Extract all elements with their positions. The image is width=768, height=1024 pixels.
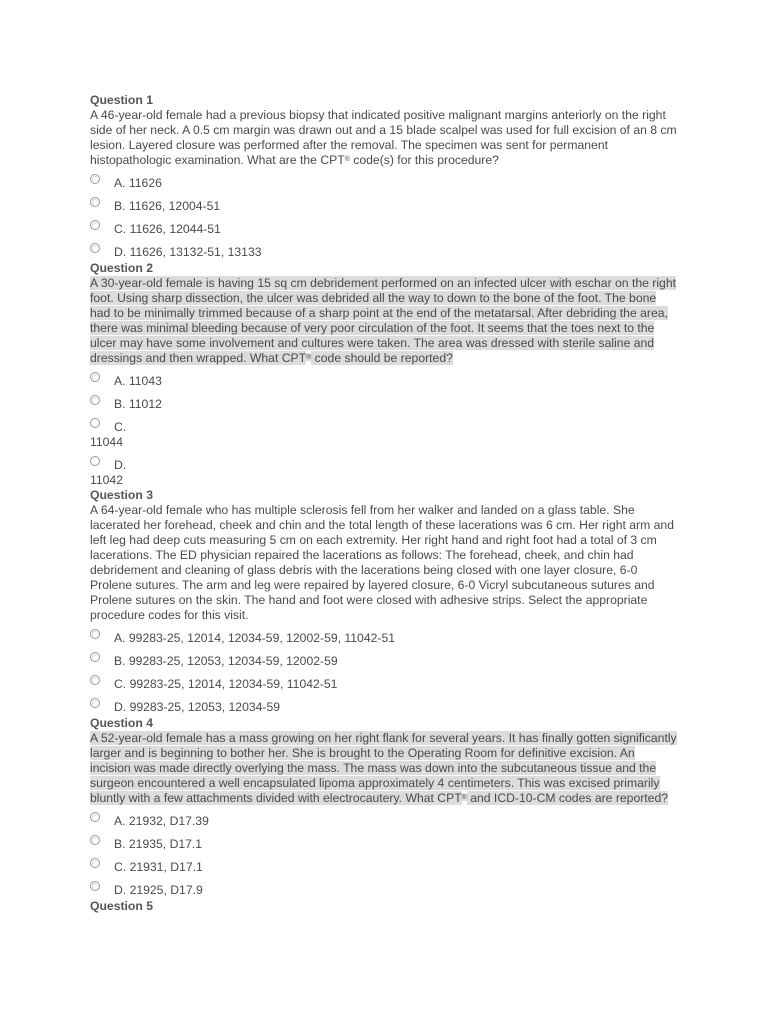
question-3	[90, 488, 678, 716]
answer-option[interactable]: B. 11626, 12004-51	[90, 195, 678, 218]
radio-button[interactable]	[90, 881, 100, 891]
question-text: A 46-year-old female had a previous biopsy that indicated positive malignant margins anteriorly on the right side of her neck. A 0.5 cm margin was drawn out and a 15 blade scalpel was used for full excision of an 8 cm lesion. Layered closure was performed after the removal. The specimen was sent for permanent histopathologic examination. What are the CPT® code(s) for this procedure?	[90, 108, 677, 167]
radio-button[interactable]	[90, 675, 100, 685]
answer-option[interactable]: A. 11043	[90, 370, 678, 393]
answer-option[interactable]: A. 11626	[90, 172, 678, 195]
radio-button[interactable]	[90, 197, 100, 207]
question-5	[90, 899, 678, 914]
radio-button[interactable]	[90, 858, 100, 868]
question-text: A 30-year-old female is having 15 sq cm debridement performed on an infected ulcer with eschar on the right foot. Using sharp dissection, the ulcer was debrided all the way to down to the bone of the foot. The bone had to be minimally trimmed because of a sharp point at the end of the metatarsal. After debriding the area, there was minimal bleeding because of very poor circulation of the foot. It seems that the toes next to the ulcer may have some involvement and cultures were taken. The area was dressed with sterile saline and dressings and then wrapped. What CPT® code should be reported?	[90, 276, 676, 365]
radio-button[interactable]	[90, 652, 100, 662]
question-2	[90, 261, 678, 488]
question-title: Question 2	[90, 261, 153, 275]
question-text: A 64-year-old female who has multiple sclerosis fell from her walker and landed on a glass table. She lacerated her forehead, cheek and chin and the total length of these lacerations was 6 cm. Her right arm and left leg had deep cuts measuring 5 cm on each extremity. Her right hand and right foot had a total of 3 cm lacerations. The ED physician repaired the lacerations as follows: The forehead, cheek, and chin had debridement and cleaning of glass debris with the lacerations being closed with one layer closure, 6-0 Prolene sutures. The arm and leg were repaired by layered closure, 6-0 Vicryl subcutaneous sutures and Prolene sutures on the skin. The hand and foot were closed with adhesive strips. Select the appropriate procedure codes for this visit.	[90, 503, 674, 622]
radio-button[interactable]	[90, 372, 100, 382]
radio-button[interactable]	[90, 835, 100, 845]
answer-option[interactable]: C. 99283-25, 12014, 12034-59, 11042-51	[90, 673, 678, 696]
radio-button[interactable]	[90, 174, 100, 184]
answer-option[interactable]: C. 11044	[90, 420, 127, 449]
answer-option[interactable]: D. 11042	[90, 458, 127, 487]
answer-option[interactable]: C. 21931, D17.1	[90, 856, 678, 879]
question-1	[90, 93, 678, 261]
question-title: Question 3	[90, 488, 153, 502]
radio-button[interactable]	[90, 418, 100, 428]
answer-option[interactable]: B. 11012	[90, 393, 678, 416]
answer-option[interactable]: A. 21932, D17.39	[90, 810, 678, 833]
radio-button[interactable]	[90, 812, 100, 822]
question-title: Question 5	[90, 899, 153, 913]
question-title: Question 4	[90, 716, 153, 730]
quiz-content	[90, 93, 678, 914]
question-4	[90, 716, 678, 899]
radio-button[interactable]	[90, 395, 100, 405]
radio-button[interactable]	[90, 629, 100, 639]
answer-option[interactable]: D. 99283-25, 12053, 12034-59	[90, 696, 678, 716]
radio-button[interactable]	[90, 220, 100, 230]
question-title: Question 1	[90, 93, 153, 107]
answer-option[interactable]: B. 21935, D17.1	[90, 833, 678, 856]
radio-button[interactable]	[90, 698, 100, 708]
answer-option[interactable]: C. 11626, 12044-51	[90, 218, 678, 241]
radio-button[interactable]	[90, 456, 100, 466]
radio-button[interactable]	[90, 243, 100, 253]
answer-option[interactable]: B. 99283-25, 12053, 12034-59, 12002-59	[90, 650, 678, 673]
answer-option[interactable]: D. 11626, 13132-51, 13133	[90, 241, 678, 261]
answer-option[interactable]: D. 21925, D17.9	[90, 879, 678, 899]
answer-option[interactable]: A. 99283-25, 12014, 12034-59, 12002-59, 11042-51	[90, 627, 678, 650]
question-text: A 52-year-old female has a mass growing on her right flank for several years. It has finally gotten significantly larger and is beginning to bother her. She is brought to the Operating Room for definitive excision. An incision was made directly overlying the mass. The mass was down into the subcutaneous tissue and the surgeon encountered a well encapsulated lipoma approximately 4 centimeters. This was excised primarily bluntly with a few attachments divided with electrocautery. What CPT® and ICD-10-CM codes are reported?	[90, 731, 677, 805]
